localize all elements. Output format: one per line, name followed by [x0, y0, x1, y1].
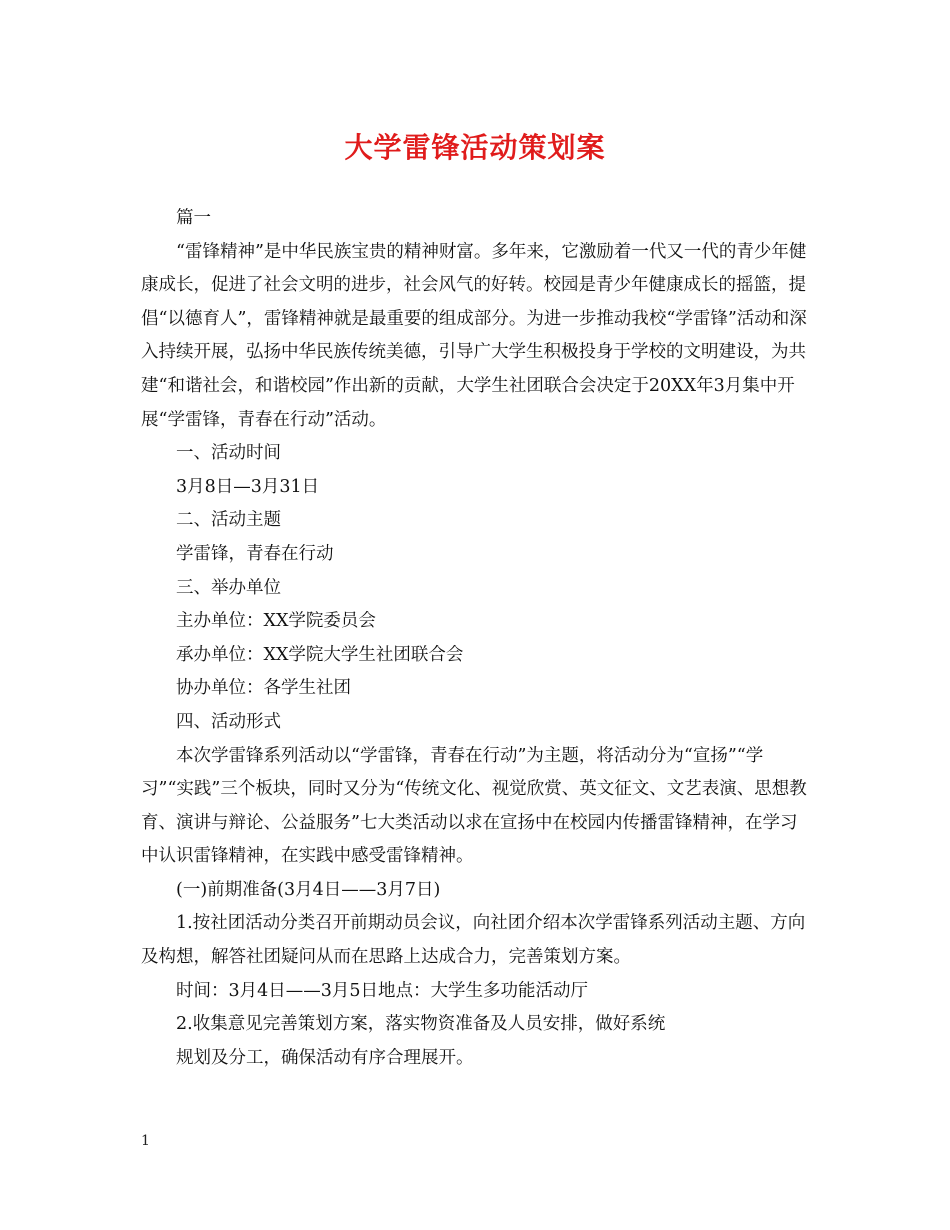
- text-undertaking-organizer: 承办单位：XX学院大学生社团联合会: [176, 644, 464, 665]
- heading-organizers: 三、举办单位: [176, 577, 281, 598]
- heading-activity-theme: 二、活动主题: [176, 510, 281, 531]
- document-body: [141, 202, 813, 1075]
- heading-activity-format: 四、活动形式: [176, 711, 281, 732]
- paragraph-preparation-step-2-continued: 规划及分工，确保活动有序合理展开。: [176, 1047, 474, 1068]
- paragraph-preparation-step-1: 1.按社团活动分类召开前期动员会议，向社团介绍本次学雷锋系列活动主题、方向及构想，解答社团疑问从而在思路上达成合力，完善策划方案。: [141, 913, 806, 968]
- heading-preparation: (一)前期准备(3月4日——3月7日): [176, 879, 441, 900]
- paragraph-intro: “雷锋精神”是中华民族宝贵的精神财富。多年来，它激励着一代又一代的青少年健康成长，促进了社会文明的进步，社会风气的好转。校园是青少年健康成长的摇篮，提倡“以德育人”，雷锋精神就是最重要的组成部分。为进一步推动我校“学雷锋”活动和深入持续开展，弘扬中华民族传统美德，引导广大学生积极投身于学校的文明建设，为共建“和谐社会，和谐校园”作出新的贡献，大学生社团联合会决定于20XX年3月集中开展“学雷锋，青春在行动”活动。: [141, 241, 807, 430]
- text-activity-theme: 学雷锋，青春在行动: [176, 543, 334, 564]
- paragraph-preparation-step-2: 2.收集意见完善策划方案，落实物资准备及人员安排，做好系统: [176, 1014, 666, 1035]
- text-time-location: 时间：3月4日——3月5日地点：大学生多功能活动厅: [176, 980, 589, 1001]
- page-number: 1: [141, 1133, 150, 1149]
- heading-activity-time: 一、活动时间: [176, 443, 281, 464]
- text-co-organizer: 协办单位：各学生社团: [176, 678, 351, 699]
- text-activity-time: 3月8日—3月31日: [176, 476, 320, 497]
- paragraph-section-label: 篇一: [176, 208, 211, 228]
- document-title: 大学雷锋活动策划案: [344, 131, 606, 164]
- text-host-organizer: 主办单位：XX学院委员会: [176, 611, 376, 632]
- paragraph-activity-format: 本次学雷锋系列活动以“学雷锋，青春在行动”为主题，将活动分为“宣扬”“学习”“实践”三个板块，同时又分为“传统文化、视觉欣赏、英文征文、文艺表演、思想教育、演讲与辩论、公益服务”七大类活动以求在宣扬中在校园内传播雷锋精神，在学习中认识雷锋精神，在实践中感受雷锋精神。: [141, 745, 807, 867]
